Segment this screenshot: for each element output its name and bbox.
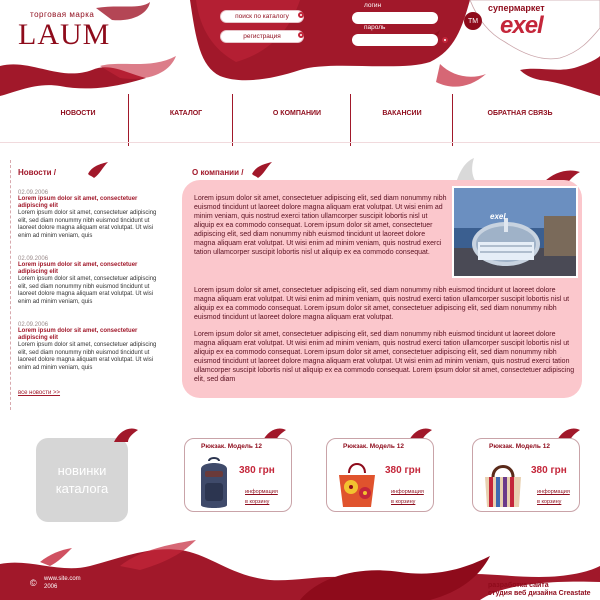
about-ornament-icon (250, 160, 274, 180)
login-label: логин (364, 2, 382, 9)
about-paragraph: Lorem ipsum dolor sit amet, consectetuer adipiscing elit, sed diam nonummy nibh euismod tincidunt ut laoreet dolore magna aliquam erat volutpat. Ut wisi enim ad minim veniam, quis nostrud exerci tation ullamcorper suscipit lobortis nisl ut aliquip ex ea commodo consequat. Lorem ipsum dolor sit amet, consectetuer adipiscing elit, sed diam nonummy nibh euismod tincidunt ut laoreet dolore magna aliquam erat volutpat. (194, 287, 570, 321)
product-price: 380 грн (239, 465, 275, 476)
news-date: 02.09.2006 (18, 256, 49, 262)
brand-subtitle: торговая марка (30, 10, 95, 19)
supermarket-label: супермаркет (488, 3, 545, 13)
news-item (18, 256, 164, 306)
catalog-news-button[interactable] (36, 438, 128, 522)
copyright-icon: © (30, 578, 37, 588)
login-submit-icon[interactable] (442, 37, 448, 43)
store-photo (452, 186, 578, 278)
search-bullet-icon (298, 12, 304, 18)
news-divider (10, 160, 12, 410)
striped-bag-icon (481, 459, 525, 509)
backpack-icon (193, 457, 235, 511)
studio-line[interactable]: студия веб дизайна Creastate (488, 590, 591, 597)
news-item (18, 322, 164, 372)
product-title[interactable]: Рюкзак. Модель 12 (489, 443, 550, 450)
news-body: Lorem ipsum dolor sit amet, consectetuer adipiscing elit, sed diam nonummy nibh euismod tincidunt ut laoreet dolore magna aliquam erat volutpat. Ut wisi enim ad minim veniam, quis (18, 342, 157, 371)
all-news-link[interactable]: все новости >> (18, 390, 61, 396)
news-headline[interactable]: Lorem ipsum dolor sit amet, consectetuer adipiscing elit (18, 262, 138, 275)
news-title: Новости / (18, 168, 56, 177)
product-cart-link[interactable]: в корзину (537, 499, 562, 505)
product-cart-link[interactable]: в корзину (391, 499, 416, 505)
login-input[interactable] (352, 12, 438, 24)
news-date: 02.09.2006 (18, 190, 49, 196)
store-building-image (454, 188, 578, 278)
password-label: пароль (364, 24, 386, 31)
brand-logo[interactable]: LAUM (18, 18, 111, 51)
news-headline[interactable]: Lorem ipsum dolor sit amet, consectetuer adipiscing elit (18, 196, 138, 209)
register-bullet-icon (298, 32, 304, 38)
nav-item-vacancies[interactable]: ВАКАНСИИ (382, 110, 422, 117)
product-info-link[interactable]: информация (391, 489, 424, 495)
product-card[interactable] (472, 438, 580, 512)
register-button[interactable]: регистрация (220, 30, 304, 43)
product-info-link[interactable]: информация (537, 489, 570, 495)
exel-logo[interactable]: exel (500, 12, 543, 39)
news-item (18, 190, 164, 240)
nav-item-feedback[interactable]: ОБРАТНАЯ СВЯЗЬ (487, 110, 553, 117)
news-ornament-icon (86, 160, 110, 180)
nav-item-company[interactable]: О КОМПАНИИ (272, 110, 322, 117)
store-photo-sign: exel (490, 212, 506, 221)
nav-item-news[interactable]: НОВОСТИ (60, 110, 96, 117)
product-title[interactable]: Рюкзак. Модель 12 (343, 443, 404, 450)
news-body: Lorem ipsum dolor sit amet, consectetuer adipiscing elit, sed diam nonummy nibh euismod tincidunt ut laoreet dolore magna aliquam erat volutpat. Ut wisi enim ad minim veniam, quis (18, 210, 157, 239)
about-paragraph: Lorem ipsum dolor sit amet, consectetuer adipiscing elit, sed diam nonummy nibh euismod tincidunt ut laoreet dolore magna aliquam erat volutpat. Ut wisi enim ad minim veniam, quis nostrud exerci tation ullamcorper suscipit lobortis nisl ut aliquip ex ea commodo consequat. Lorem ipsum dolor sit amet, consectetuer adipiscing elit, sed diam nonummy nibh euismod tincidunt ut laoreet dolore magna aliquam erat volutpat. Ut wisi enim ad minim veniam, quis nostrud exerci tation ullamcorper suscipit lobortis nisl ut aliquip ex ea commodo consequat. (194, 195, 447, 256)
product-card[interactable] (326, 438, 434, 512)
catalog-search-button[interactable]: поиск по каталогу (220, 10, 304, 23)
product-info-link[interactable]: информация (245, 489, 278, 495)
trademark-badge: ТМ (464, 12, 482, 30)
flower-bag-icon (335, 459, 379, 509)
nav-separator (128, 94, 129, 146)
about-paragraph: Lorem ipsum dolor sit amet, consectetuer adipiscing elit, sed diam nonummy nibh euismod tincidunt ut laoreet dolore magna aliquam erat volutpat. Ut wisi enim ad minim veniam, quis nostrud exerci tation ullamcorper suscipit lobortis nisl ut aliquip ex ea commodo consequat. Lorem ipsum dolor sit amet, consectetuer adipiscing elit, sed diam nonummy nibh euismod tincidunt ut laoreet dolore magna aliquam erat volutpat. Ut wisi enim ad minim veniam, quis nostrud exerci tation ullamcorper suscipit lobortis nisl ut aliquip ex ea commodo consequat. Lorem ipsum dolor sit amet, consectetuer adipiscing elit, sed diam (194, 331, 575, 383)
product-cart-link[interactable]: в корзину (245, 499, 270, 505)
nav-separator (452, 94, 453, 146)
news-headline[interactable]: Lorem ipsum dolor sit amet, consectetuer adipiscing elit (18, 328, 138, 341)
product-price: 380 грн (385, 465, 421, 476)
product-title[interactable]: Рюкзак. Модель 12 (201, 443, 262, 450)
product-price: 380 грн (531, 465, 567, 476)
nav-separator (232, 94, 233, 146)
nav-separator (350, 94, 351, 146)
nav-item-catalog[interactable]: КАТАЛОГ (169, 110, 203, 117)
password-input[interactable] (352, 34, 438, 46)
news-body: Lorem ipsum dolor sit amet, consectetuer adipiscing elit, sed diam nonummy nibh euismod tincidunt ut laoreet dolore magna aliquam erat volutpat. Ut wisi enim ad minim veniam, quis (18, 276, 157, 305)
product-card[interactable] (184, 438, 292, 512)
about-title: О компании / (192, 168, 244, 177)
nav-underline (0, 142, 600, 143)
promo-line: новинки (57, 463, 107, 478)
footer-year: 2006 (44, 584, 58, 590)
news-date: 02.09.2006 (18, 322, 49, 328)
studio-line[interactable]: разработка сайта (488, 582, 549, 589)
footer-site[interactable]: www.site.com (44, 576, 81, 582)
promo-line: каталога (55, 481, 109, 496)
